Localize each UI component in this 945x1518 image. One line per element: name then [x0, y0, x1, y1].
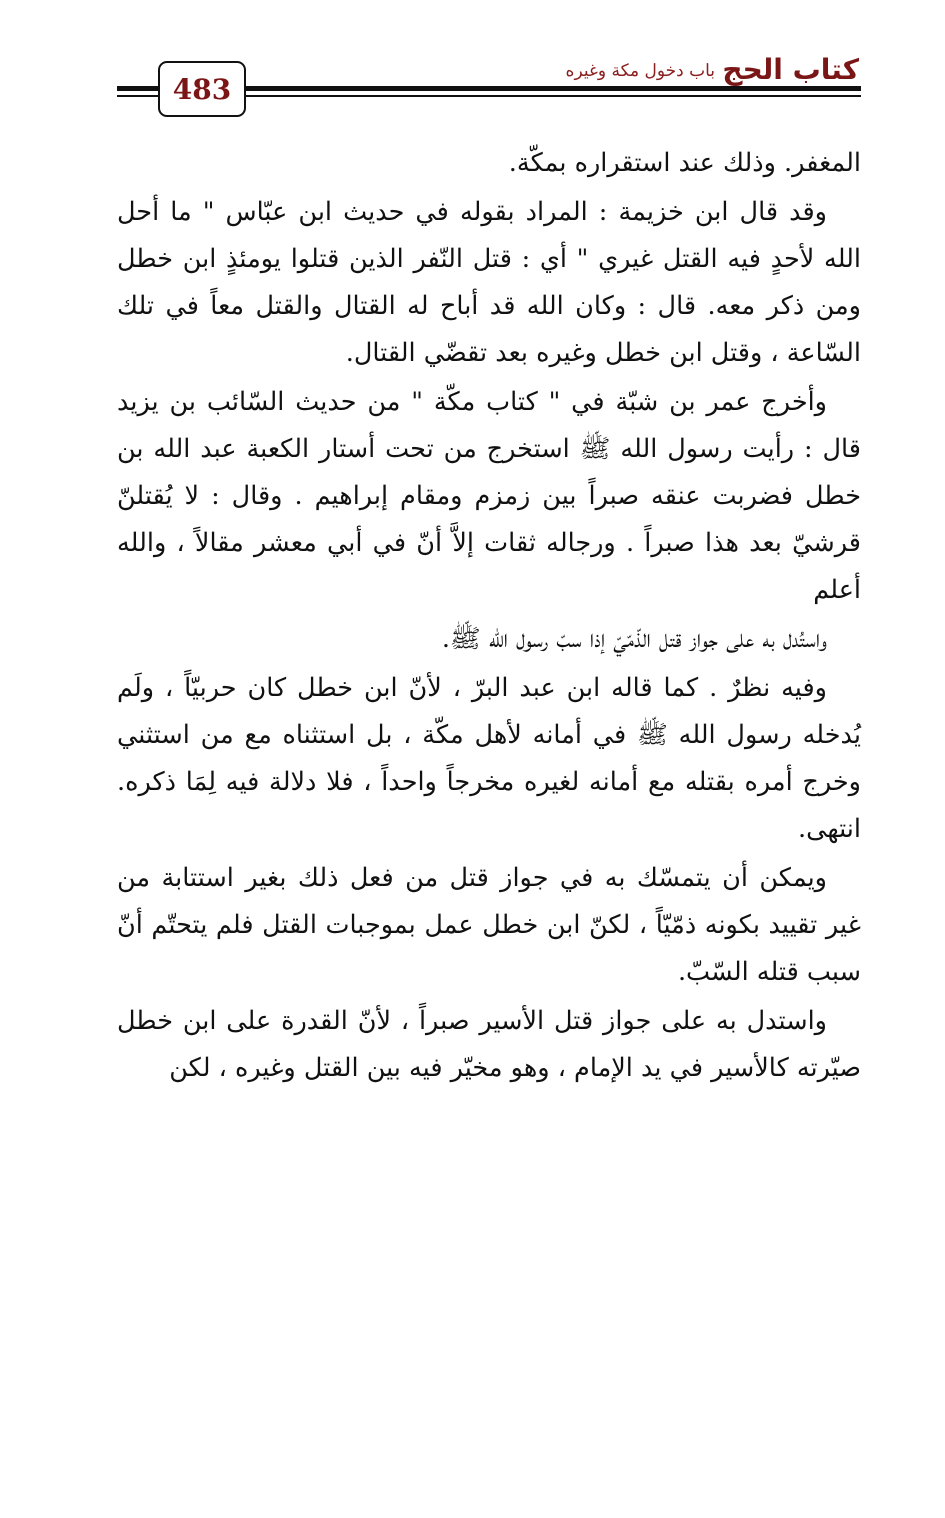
paragraph: المغفر. وذلك عند استقراره بمكّة.: [508, 148, 861, 178]
paragraph: ويمكن أن يتمسّك به في جواز قتل من فعل ذلك بغير استتابة من غير تقييد بكونه ذمّيّاً ، لكنّ ابن خطل عمل بموجبات القتل فلم يتحتّم أنّ سبب قتله السّبّ.: [117, 863, 861, 987]
paragraph: واستدل به على جواز قتل الأسير صبراً ، لأنّ القدرة على ابن خطل صيّرته كالأسير في يد الإمام ، وهو مخيّر فيه بين القتل وغيره ، لكن: [117, 1006, 861, 1083]
chapter-title: باب دخول مكة وغيره: [565, 61, 715, 81]
paragraph: واستُدل به على جواز قتل الذّمّيّ إذا سبّ رسول الله ﷺ.: [441, 624, 827, 654]
body-text: [117, 140, 861, 1094]
paragraph: وأخرج عمر بن شبّة في " كتاب مكّة " من حديث السّائب بن يزيد قال : رأيت رسول الله ﷺ استخرج من تحت أستار الكعبة عبد الله بن خطل فضربت عنقه صبراً بين زمزم ومقام إبراهيم . وقال : لا يُقتلنّ قرشيّ بعد هذا صبراً . ورجاله ثقات إلاَّ أنّ في أبي معشر مقالاً ، والله أعلم: [117, 387, 861, 605]
book-title: كتاب الحج: [722, 53, 859, 86]
paragraph: وقد قال ابن خزيمة : المراد بقوله في حديث ابن عبّاس " ما أحل الله لأحدٍ فيه القتل غيري " أي : قتل النّفر الذين قتلوا يومئذٍ ابن خطل ومن ذكر معه. قال : وكان الله قد أباح له القتال والقتل معاً في تلك السّاعة ، وقتل ابن خطل وغيره بعد تقضّي القتال.: [117, 197, 861, 368]
page-number: 483: [158, 61, 246, 117]
paragraph: وفيه نظرٌ . كما قاله ابن عبد البرّ ، لأنّ ابن خطل كان حربيّاً ، ولَم يُدخله رسول الله ﷺ في أمانه لأهل مكّة ، بل استثناه مع من استثني وخرج أمره بقتله مع أمانه لغيره مخرجاً واحداً ، فلا دلالة فيه لِمَا ذكره. انتهى.: [117, 673, 861, 844]
